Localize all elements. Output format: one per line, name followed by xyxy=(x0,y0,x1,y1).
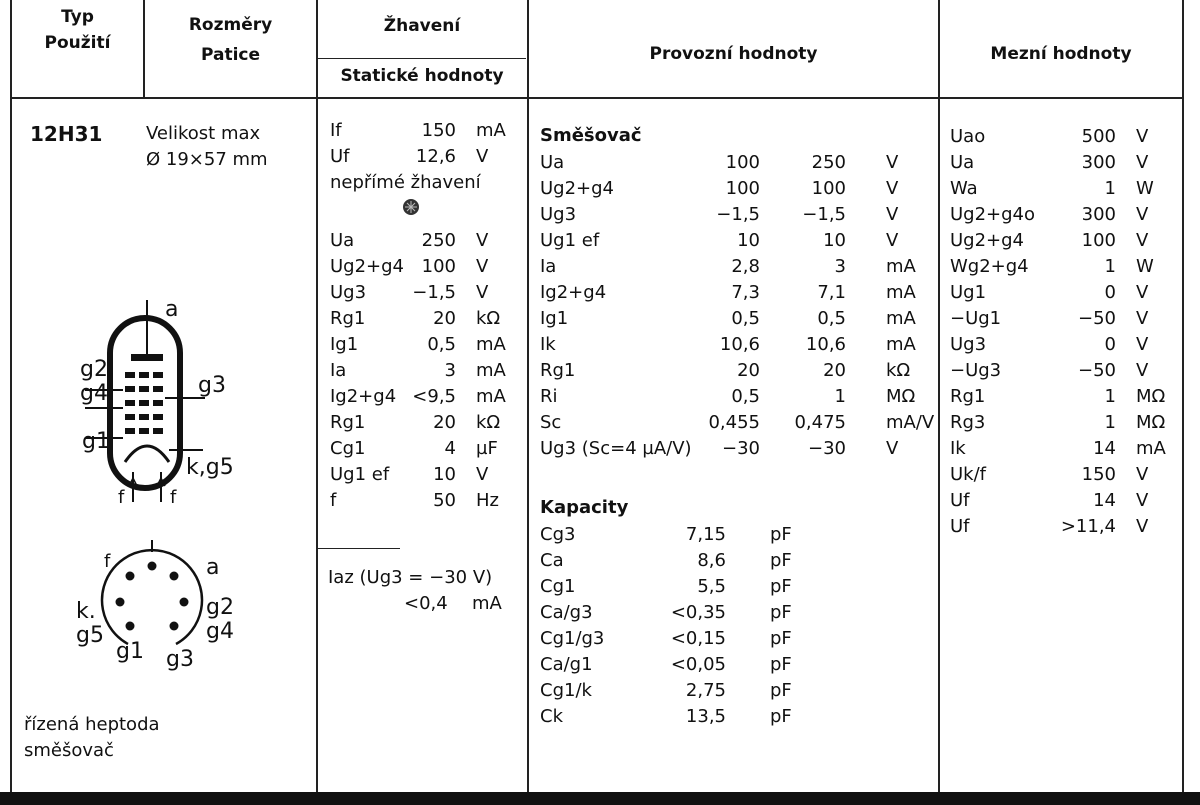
iaz-unit: mA xyxy=(472,593,502,614)
limit-row: Rg3 1 MΩ xyxy=(950,412,1166,433)
static-row: Ug3 −1,5 V xyxy=(330,282,489,303)
operating-values-list xyxy=(540,150,936,462)
iaz-rule xyxy=(316,548,400,549)
diagram-label-g3: g3 xyxy=(198,373,226,398)
capacity-row: Cg3 7,15 pF xyxy=(540,524,792,545)
socket-label-a: a xyxy=(206,555,220,580)
operating-row: Ug2+g4 100 100 V xyxy=(540,178,899,199)
col-divider-provozni xyxy=(938,0,940,792)
static-row: Ug1 ef 10 V xyxy=(330,464,489,485)
capacity-title: Kapacity xyxy=(540,497,629,518)
limit-row: Ug2+g4o 300 V xyxy=(950,204,1149,225)
capacity-row: Ck 13,5 pF xyxy=(540,706,792,727)
header-rozmery: Rozměry xyxy=(188,15,273,35)
capacity-row: Cg1/g3 <0,15 pF xyxy=(540,628,792,649)
socket-label-g2: g2 xyxy=(206,595,234,620)
static-row: Ig1 0,5 mA xyxy=(330,334,506,355)
operating-row: Ia 2,8 3 mA xyxy=(540,256,916,277)
limit-row: Uf >11,4 V xyxy=(950,516,1149,537)
static-row: If 150 mA xyxy=(330,120,506,141)
tube-type-name: 12H31 xyxy=(30,122,103,146)
limit-values-list xyxy=(950,124,1180,540)
diagram-label-g4: g4 xyxy=(80,381,108,406)
limit-row: Ug3 0 V xyxy=(950,334,1149,355)
diagram-label-g2: g2, xyxy=(80,357,115,382)
capacity-row: Ca/g3 <0,35 pF xyxy=(540,602,792,623)
capacity-row: Ca 8,6 pF xyxy=(540,550,792,571)
operating-row: Ua 100 250 V xyxy=(540,152,899,173)
operating-row: Ug1 ef 10 10 V xyxy=(540,230,899,251)
zhaveni-subrule xyxy=(318,58,526,59)
socket-label-f: f xyxy=(104,551,111,572)
static-row: Ig2+g4 <9,5 mA xyxy=(330,386,506,407)
limit-row: Wa 1 W xyxy=(950,178,1154,199)
capacity-row: Cg1 5,5 pF xyxy=(540,576,792,597)
limit-row: Ug2+g4 100 V xyxy=(950,230,1149,251)
static-row: Rg1 20 kΩ xyxy=(330,308,501,329)
indirect-heating-note: nepřímé žhavení xyxy=(330,172,481,193)
socket-label-k: k. xyxy=(76,599,96,624)
operating-row: Sc 0,455 0,475 mA/V xyxy=(540,412,935,433)
limit-row: Rg1 1 MΩ xyxy=(950,386,1166,407)
capacity-row: Ca/g1 <0,05 pF xyxy=(540,654,792,675)
limit-row: Uk/f 150 V xyxy=(950,464,1149,485)
capacity-row: Cg1/k 2,75 pF xyxy=(540,680,792,701)
capacity-list xyxy=(540,522,840,730)
static-row: Rg1 20 kΩ xyxy=(330,412,501,433)
limit-row: Wg2+g4 1 W xyxy=(950,256,1154,277)
header-staticke: Statické hodnoty xyxy=(340,66,504,86)
header-pouziti: Použití xyxy=(44,33,111,53)
header-mezni: Mezní hodnoty xyxy=(990,44,1132,64)
header-bottom-rule xyxy=(10,97,1184,99)
static-heating-list xyxy=(330,118,526,196)
operating-row: Ik 10,6 10,6 mA xyxy=(540,334,916,355)
limit-row: Uao 500 V xyxy=(950,126,1149,147)
iaz-condition: Iaz (Ug3 = −30 V) xyxy=(328,567,493,588)
header-typ: Typ xyxy=(61,7,94,27)
grid-dot-icon xyxy=(402,198,420,216)
tube-description: řízená heptoda xyxy=(24,714,160,735)
static-row: Ug2+g4 100 V xyxy=(330,256,489,277)
limit-row: Ua 300 V xyxy=(950,152,1149,173)
page-bottom-edge xyxy=(0,792,1200,805)
limit-row: Ug1 0 V xyxy=(950,282,1149,303)
socket-label-g1: g1 xyxy=(116,639,144,664)
static-row: Ia 3 mA xyxy=(330,360,506,381)
static-values-list xyxy=(330,228,526,514)
header-rozmery-patice xyxy=(145,10,316,70)
static-row: f 50 Hz xyxy=(330,490,499,511)
table-right-border xyxy=(1182,0,1184,792)
diagram-label-g1: g1 xyxy=(82,429,110,454)
table-left-border xyxy=(10,0,12,792)
static-row: Ua 250 V xyxy=(330,230,489,251)
static-row: Cg1 4 µF xyxy=(330,438,498,459)
limit-row: Ik 14 mA xyxy=(950,438,1166,459)
diagram-label-kg5: k,g5 xyxy=(186,455,234,480)
diagram-label-a: a xyxy=(165,297,179,322)
diagram-label-f2: f xyxy=(170,487,177,508)
static-row: Uf 12,6 V xyxy=(330,146,489,167)
socket-label-g4: g4 xyxy=(206,619,234,644)
socket-label-g5: g5 xyxy=(76,623,104,648)
iaz-value: <0,4 xyxy=(404,593,448,614)
header-typ-pouziti xyxy=(12,4,143,56)
operating-row: Ug3 (Sc=4 µA/V) −30 −30 V xyxy=(540,438,899,459)
limit-row: Uf 14 V xyxy=(950,490,1149,511)
operating-row: Ig2+g4 7,3 7,1 mA xyxy=(540,282,916,303)
operating-row: Ig1 0,5 0,5 mA xyxy=(540,308,916,329)
col-divider-zhaveni xyxy=(527,0,529,792)
size-label: Velikost max xyxy=(146,123,261,144)
socket-label-g3: g3 xyxy=(166,647,194,672)
operating-row: Rg1 20 20 kΩ xyxy=(540,360,911,381)
tube-function: směšovač xyxy=(24,740,114,761)
header-zhaveni: Žhavení xyxy=(383,16,461,36)
operating-row: Ri 0,5 1 MΩ xyxy=(540,386,916,407)
header-patice: Patice xyxy=(200,45,261,65)
size-value: Ø 19×57 mm xyxy=(146,149,268,170)
operating-row: Ug3 −1,5 −1,5 V xyxy=(540,204,899,225)
header-provozni: Provozní hodnoty xyxy=(649,44,818,64)
limit-row: −Ug3 −50 V xyxy=(950,360,1149,381)
mixer-title: Směšovač xyxy=(540,125,642,146)
col-divider-rozmery xyxy=(316,0,318,792)
diagram-label-f1: f xyxy=(118,487,125,508)
limit-row: −Ug1 −50 V xyxy=(950,308,1149,329)
